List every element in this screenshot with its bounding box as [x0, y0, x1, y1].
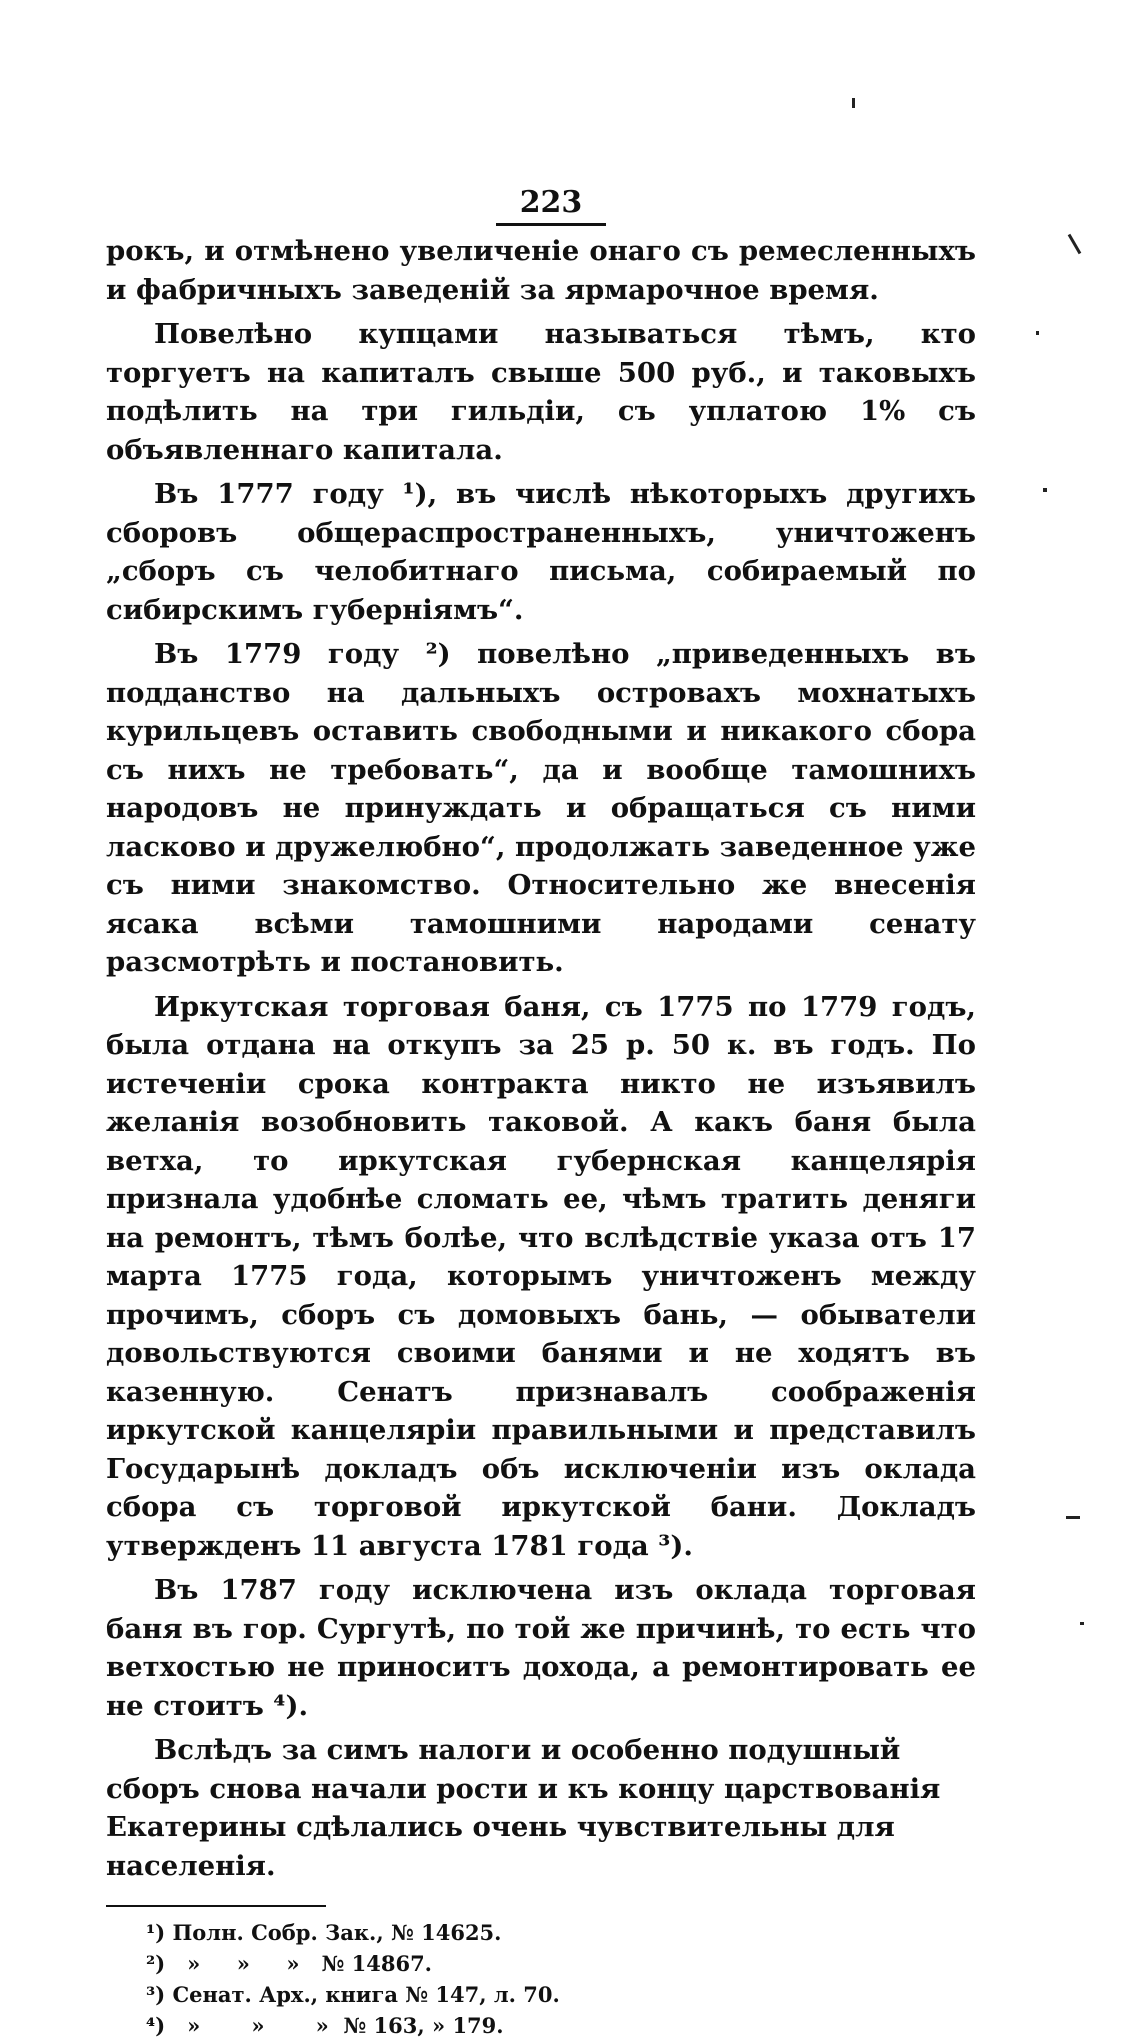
- scan-speck: [1080, 1622, 1084, 1625]
- footnote-2: ²) » » » № 14867.: [146, 1951, 432, 1976]
- paragraph-4: Въ 1779 году ²) повелѣно „приведенныхъ въ подданство на дальныхъ островахъ мохнатыхъ курильцевъ оставить свободными и никакого сбора съ нихъ не требовать“, да и вообще тамошнихъ народовъ не принуждать и обращаться съ ними ласково и дружелюбно“, продолжать заведенное уже съ ними знакомство. Относительно же внесенія ясака всѣми тамошними народами сенату разсмотрѣть и постановить.: [106, 638, 976, 978]
- footnotes: [146, 1917, 976, 2041]
- scan-speck: [1043, 488, 1047, 492]
- footnote-divider: [106, 1905, 326, 1907]
- paragraph-3: Въ 1777 году ¹), въ числѣ нѣкоторыхъ другихъ сборовъ общераспространенныхъ, уничтоженъ „сборъ съ челобитнаго письма, собираемый по сибирскимъ губерніямъ“.: [106, 478, 976, 626]
- paragraph-1: рокъ, и отмѣнено увеличеніе онаго съ ремесленныхъ и фабричныхъ заведеній за ярмарочное время.: [106, 235, 976, 306]
- page-number: 223: [496, 185, 606, 226]
- document-page: [106, 185, 976, 2041]
- paragraph-5: Иркутская торговая баня, съ 1775 по 1779 годъ, была отдана на откупъ за 25 р. 50 к. въ годъ. По истеченіи срока контракта никто не изъявилъ желанія возобновить таковой. А какъ баня была ветха, то иркутская губернская канцелярія признала удобнѣе сломать ее, чѣмъ тратить деняги на ремонтъ, тѣмъ болѣе, что вслѣдствіе указа отъ 17 марта 1775 года, которымъ уничтоженъ между прочимъ, сборъ съ домовыхъ бань, — обыватели довольствуются своими банями и не ходятъ въ казенную. Сенатъ признавалъ соображенія иркутской канцеляріи правильными и представилъ Государынѣ докладъ объ исключеніи изъ оклада сбора съ торговой иркутской бани. Докладъ утвержденъ 11 августа 1781 года ³).: [106, 990, 976, 1562]
- paragraph-6: Въ 1787 году исключена изъ оклада торговая баня въ гор. Сургутѣ, по той же причинѣ, то есть что ветхостью не приноситъ дохода, а ремонтировать ее не стоитъ ⁴).: [106, 1574, 976, 1722]
- paragraph-2: Повелѣно купцами называться тѣмъ, кто торгуетъ на капиталъ свыше 500 руб., и таковыхъ подѣлить на три гильдіи, съ уплатою 1% съ объявленнаго капитала.: [106, 318, 976, 466]
- scan-speck: [852, 98, 855, 108]
- footnote-4: ⁴) » » » № 163, » 179.: [146, 2013, 504, 2038]
- paragraph-7: Вслѣдъ за симъ налоги и особенно подушный сборъ снова начали рости и къ концу царствованія Екатерины сдѣлались очень чувствительны для населенія.: [106, 1734, 941, 1882]
- scan-speck: [1066, 1516, 1080, 1519]
- footnote-1: ¹) Полн. Собр. Зак., № 14625.: [146, 1920, 502, 1945]
- body-text: [106, 232, 976, 1885]
- scan-speck: [1068, 234, 1082, 255]
- scan-speck: [1036, 331, 1039, 335]
- footnote-3: ³) Сенат. Арх., книга № 147, л. 70.: [146, 1982, 560, 2007]
